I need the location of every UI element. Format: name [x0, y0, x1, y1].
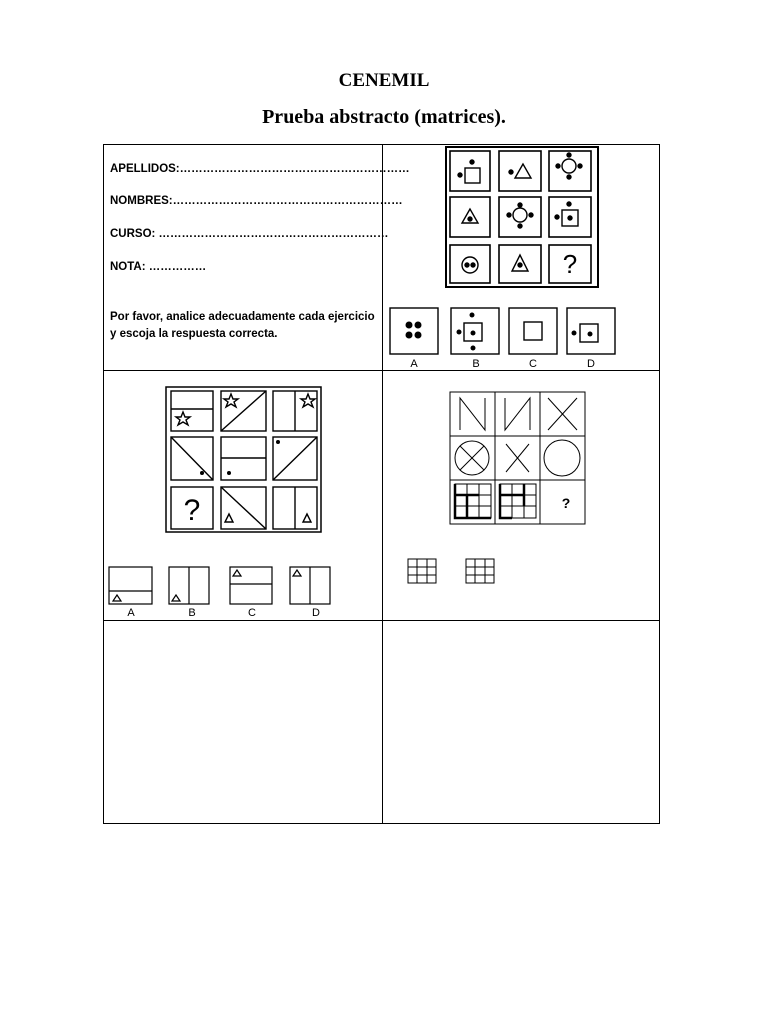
apellidos-field[interactable]: APELLIDOS:…………………………………………………… — [110, 163, 410, 175]
p2-option-c[interactable]: C — [248, 607, 256, 619]
problem-3 — [382, 370, 661, 620]
grid-divider-row2 — [104, 620, 659, 621]
test-title: Prueba abstracto (matrices). — [262, 106, 506, 128]
institution-title: CENEMIL — [338, 70, 430, 91]
p1-option-d[interactable]: D — [587, 358, 595, 370]
p2-option-d[interactable]: D — [312, 607, 320, 619]
p1-option-b[interactable]: B — [472, 358, 480, 370]
problem-2 — [104, 370, 382, 620]
p1-option-a[interactable]: A — [410, 358, 418, 370]
nombres-field[interactable]: NOMBRES:…………………………………………………… — [110, 195, 403, 207]
problem-1 — [382, 145, 661, 370]
p3-question-mark: ? — [561, 495, 571, 511]
p2-option-b[interactable]: B — [188, 607, 196, 619]
p2-option-a[interactable]: A — [127, 607, 135, 619]
instructions-text: Por favor, analice adecuadamente cada ejercicio y escoja la respuesta correcta. — [110, 311, 375, 340]
p1-question-mark: ? — [562, 249, 578, 279]
p2-question-mark: ? — [183, 494, 201, 527]
p1-option-c[interactable]: C — [529, 358, 537, 370]
curso-field[interactable]: CURSO: …………………………………………………… — [110, 228, 389, 240]
nota-field[interactable]: NOTA: …………… — [110, 261, 207, 273]
test-grid — [103, 144, 660, 824]
